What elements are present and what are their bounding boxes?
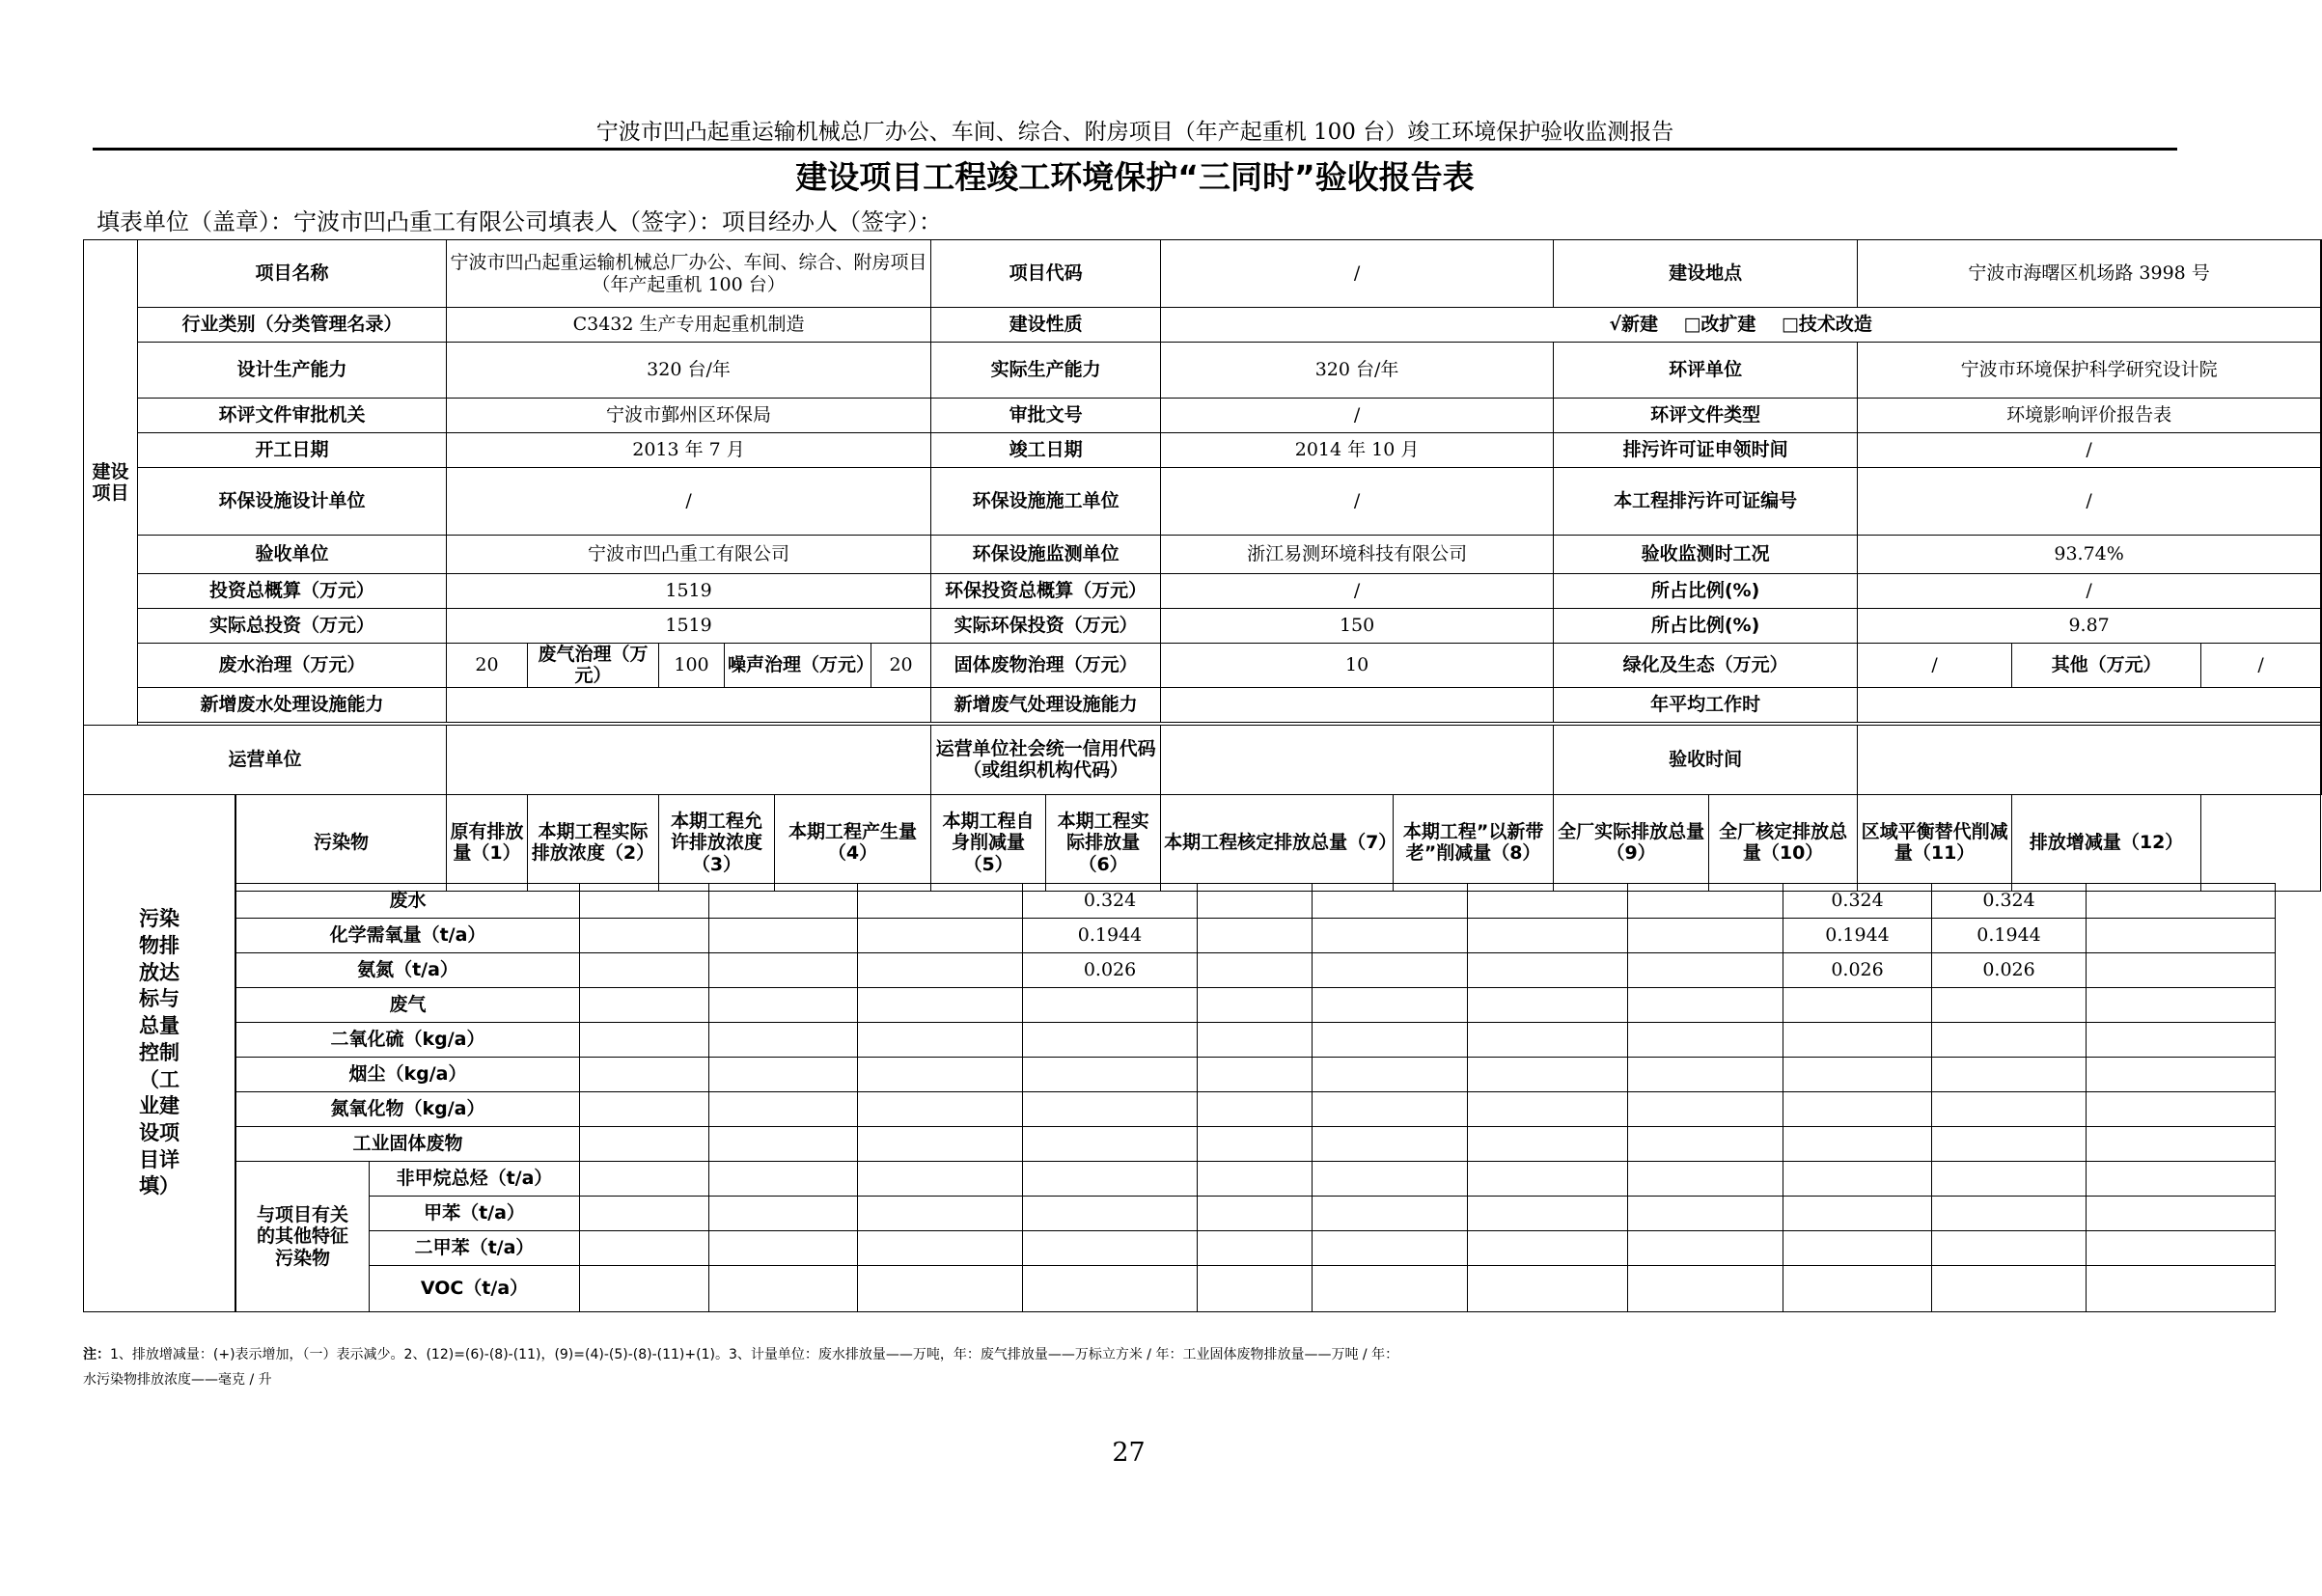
pollutant-cell xyxy=(1932,1162,2087,1197)
pollutant-row xyxy=(236,884,2276,919)
pollutant-cell xyxy=(580,1127,709,1162)
pollutant-cell xyxy=(1198,1092,1313,1127)
value-invest-total: 1519 xyxy=(447,574,931,609)
value-site: 宁波市海曙区机场路 3998 号 xyxy=(1858,240,2321,308)
label-industry: 行业类别（分类管理名录） xyxy=(138,308,447,343)
pollutant-cell xyxy=(709,1162,858,1197)
col-header-6: 本期工程实际排放量（6） xyxy=(1046,794,1161,891)
row-invest-actual xyxy=(84,609,2322,644)
pollutant-cell xyxy=(1198,1266,1313,1312)
pollutant-cell xyxy=(1198,1162,1313,1197)
label-eia-unit: 环评单位 xyxy=(1554,343,1858,399)
value-solid: 10 xyxy=(1161,644,1554,688)
pollutant-cell xyxy=(2087,1023,2276,1058)
note-line-2: 水污染物排放浓度——毫克 / 升 xyxy=(83,1371,272,1388)
value-industry: C3432 生产专用起重机制造 xyxy=(447,308,931,343)
label-finish-date: 竣工日期 xyxy=(931,433,1161,468)
pollutant-cell xyxy=(1468,1058,1628,1092)
label-invest-total: 投资总概算（万元） xyxy=(138,574,447,609)
value-accept-time xyxy=(1858,725,2321,794)
row-operator xyxy=(84,725,2322,794)
pollutant-cell xyxy=(1932,1197,2087,1231)
pollutant-name: 工业固体废物 xyxy=(236,1127,580,1162)
value-operator-unit xyxy=(447,725,931,794)
value-env-invest-total: / xyxy=(1161,574,1554,609)
pollutant-cell xyxy=(858,1197,1023,1231)
pollutant-cell xyxy=(580,1197,709,1231)
row-invest-estimate xyxy=(84,574,2322,609)
col-header-10: 全厂核定排放总量（10） xyxy=(1709,794,1858,891)
pollutant-row xyxy=(236,919,2276,953)
other-pollutant-row xyxy=(236,1197,2276,1231)
pollutant-cell xyxy=(709,1197,858,1231)
pollutant-cell xyxy=(1468,1231,1628,1266)
label-new-gas: 新增废气处理设施能力 xyxy=(931,687,1161,722)
col-header-7: 本期工程核定排放总量（7） xyxy=(1161,794,1394,891)
pollutant-cell xyxy=(1313,1058,1468,1092)
pollutant-cell xyxy=(2087,1231,2276,1266)
pollutant-cell xyxy=(858,919,1023,953)
pollutant-cell xyxy=(1932,1231,2087,1266)
pollutant-cell xyxy=(1932,1266,2087,1312)
other-pollutant-name: 非甲烷总烃（t/a） xyxy=(370,1162,580,1197)
row-pollutant-header xyxy=(84,794,2322,891)
pollutant-cell xyxy=(858,1023,1023,1058)
pollutant-cell xyxy=(1313,1127,1468,1162)
pollutant-cell xyxy=(580,953,709,988)
pollutant-row xyxy=(236,953,2276,988)
pollutant-cell xyxy=(1313,919,1468,953)
other-pollutant-name: 甲苯（t/a） xyxy=(370,1197,580,1231)
value-ratio-2: 9.87 xyxy=(1858,609,2321,644)
pollutant-cell: 0.026 xyxy=(1023,953,1198,988)
pollutant-cell xyxy=(1468,1092,1628,1127)
pollutant-cell xyxy=(1628,884,1783,919)
pollutant-cell xyxy=(1313,1023,1468,1058)
pollutant-cell xyxy=(1783,1266,1932,1312)
label-solid: 固体废物治理（万元） xyxy=(931,644,1161,688)
pollutant-cell xyxy=(1023,1127,1198,1162)
pollutant-cell xyxy=(2087,1197,2276,1231)
acceptance-table xyxy=(83,239,2322,892)
pollutant-cell xyxy=(1468,1197,1628,1231)
pollutant-name: 氮氧化物（kg/a） xyxy=(236,1092,580,1127)
label-invest-actual: 实际总投资（万元） xyxy=(138,609,447,644)
value-eia-unit: 宁波市环境保护科学研究设计院 xyxy=(1858,343,2321,399)
pollutant-cell xyxy=(1783,1058,1932,1092)
label-other: 其他（万元） xyxy=(2012,644,2201,688)
pollutant-cell xyxy=(1313,1162,1468,1197)
label-new-water: 新增废水处理设施能力 xyxy=(138,687,447,722)
pollutant-cell xyxy=(858,953,1023,988)
value-design-capacity: 320 台/年 xyxy=(447,343,931,399)
label-green: 绿化及生态（万元） xyxy=(1554,644,1858,688)
pollutant-cell xyxy=(1313,1266,1468,1312)
pollutant-cell xyxy=(1783,1162,1932,1197)
other-pollutant-name: VOC（t/a） xyxy=(370,1266,580,1312)
pollutant-cell xyxy=(858,1092,1023,1127)
label-operator-unit: 运营单位 xyxy=(84,725,447,794)
pollutant-cell xyxy=(709,1092,858,1127)
label-approval-org: 环评文件审批机关 xyxy=(138,399,447,433)
label-env-invest-actual: 实际环保投资（万元） xyxy=(931,609,1161,644)
col-header-1: 原有排放量（1） xyxy=(447,794,528,891)
value-wastewater: 20 xyxy=(447,644,528,688)
pollutant-cell xyxy=(709,953,858,988)
col-header-2: 本期工程实际排放浓度（2） xyxy=(528,794,659,891)
col-header-9: 全厂实际排放总量（9） xyxy=(1554,794,1709,891)
filler-line: 填表单位（盖章）：宁波市凹凸重工有限公司填表人（签字）：项目经办人（签字）： xyxy=(97,208,942,235)
value-invest-actual: 1519 xyxy=(447,609,931,644)
label-ratio-1: 所占比例(%) xyxy=(1554,574,1858,609)
pollutant-cell xyxy=(1023,1162,1198,1197)
pollutant-cell xyxy=(580,884,709,919)
pollutant-cell xyxy=(1198,953,1313,988)
pollutant-cell xyxy=(580,1058,709,1092)
pollutant-cell xyxy=(1628,953,1783,988)
pollutant-cell xyxy=(1468,1162,1628,1197)
pollutant-cell xyxy=(1023,1266,1198,1312)
pollutant-cell xyxy=(1468,1023,1628,1058)
note-prefix: 注： xyxy=(83,1347,110,1362)
pollutant-cell: 0.324 xyxy=(1023,884,1198,919)
pollutant-cell xyxy=(1023,1023,1198,1058)
label-pollutant: 污染物 xyxy=(236,794,447,891)
label-facility-build: 环保设施施工单位 xyxy=(931,468,1161,536)
other-pollutant-row xyxy=(236,1266,2276,1312)
pollutant-cell xyxy=(1783,1197,1932,1231)
other-pollutant-name: 二甲苯（t/a） xyxy=(370,1231,580,1266)
label-approval-no: 审批文号 xyxy=(931,399,1161,433)
pollutant-cell xyxy=(858,1231,1023,1266)
col-header-12: 排放增减量（12） xyxy=(2012,794,2201,891)
pollutant-cell xyxy=(1313,988,1468,1023)
pollutant-cell xyxy=(709,1127,858,1162)
col-header-8: 本期工程”以新带老”削减量（8） xyxy=(1394,794,1554,891)
value-work-hours xyxy=(1858,687,2321,722)
footnote xyxy=(83,1343,2206,1393)
value-green: / xyxy=(1858,644,2012,688)
pollutant-cell: 0.324 xyxy=(1932,884,2087,919)
label-permit-time: 排污许可证申领时间 xyxy=(1554,433,1858,468)
pollutant-cell xyxy=(580,1023,709,1058)
label-start-date: 开工日期 xyxy=(138,433,447,468)
pollutant-cell xyxy=(1198,1231,1313,1266)
report-header: 宁波市凹凸起重运输机械总厂办公、车间、综合、附房项目（年产起重机 100 台）竣工环境保护验收监测报告 xyxy=(595,120,1674,145)
pollutant-cell xyxy=(1783,1023,1932,1058)
pollutant-cell xyxy=(2087,953,2276,988)
value-eia-type: 环境影响评价报告表 xyxy=(1858,399,2321,433)
pollutant-cell xyxy=(1932,1127,2087,1162)
pollutant-cell xyxy=(1628,1058,1783,1092)
pollutant-cell xyxy=(2087,1162,2276,1197)
col-header-5: 本期工程自身削减量（5） xyxy=(931,794,1046,891)
pollutant-cell xyxy=(858,884,1023,919)
label-design-capacity: 设计生产能力 xyxy=(138,343,447,399)
pollutant-cell xyxy=(580,919,709,953)
row-project-name xyxy=(84,240,2322,308)
value-facility-design: / xyxy=(447,468,931,536)
pollutant-cell xyxy=(580,1092,709,1127)
value-credit-code xyxy=(1161,725,1554,794)
pollutant-cell xyxy=(1198,988,1313,1023)
value-facility-build: / xyxy=(1161,468,1554,536)
pollutant-cell: 0.026 xyxy=(1932,953,2087,988)
pollutant-cell xyxy=(1932,988,2087,1023)
row-capacity xyxy=(84,343,2322,399)
pollutant-cell xyxy=(1783,1127,1932,1162)
value-approval-no: / xyxy=(1161,399,1554,433)
row-treatment-costs xyxy=(84,644,2322,688)
pollutant-cell xyxy=(1023,988,1198,1023)
pollutant-cell xyxy=(1628,919,1783,953)
pollutant-cell: 0.1944 xyxy=(1932,919,2087,953)
pollutant-cell xyxy=(709,1023,858,1058)
label-wastewater: 废水治理（万元） xyxy=(138,644,447,688)
label-wastegas: 废气治理（万元） xyxy=(528,644,659,688)
label-eia-type: 环评文件类型 xyxy=(1554,399,1858,433)
pollutant-cell xyxy=(2087,1266,2276,1312)
pollutant-row xyxy=(236,1023,2276,1058)
pollutant-cell xyxy=(1023,1197,1198,1231)
pollutant-cell xyxy=(2087,884,2276,919)
label-acceptance-unit: 验收单位 xyxy=(138,536,447,574)
pollutant-cell xyxy=(858,1162,1023,1197)
pollutant-cell xyxy=(1783,988,1932,1023)
pollutant-cell xyxy=(1198,919,1313,953)
pollutant-cell xyxy=(1198,1023,1313,1058)
pollutant-cell xyxy=(709,884,858,919)
label-accept-time: 验收时间 xyxy=(1554,725,1858,794)
row-new-capacity xyxy=(84,687,2322,722)
pollutant-cell xyxy=(1023,1231,1198,1266)
pollutant-cell xyxy=(1468,919,1628,953)
pollutant-cell: 0.1944 xyxy=(1023,919,1198,953)
value-project-code: / xyxy=(1161,240,1554,308)
pollutant-cell xyxy=(1628,1231,1783,1266)
note-line-1: 1、排放增减量：(+)表示增加，（一）表示减少。2、(12)=(6)-(8)-(11)，(9)=(4)-(5)-(8)-(11)+(1)。3、计量单位：废水排放量——万吨，年：废气排放量——万标立方米 / 年：工业固体废物排放量——万吨 / 年： xyxy=(110,1347,1399,1362)
pollutant-section-side: 污染物排放达标与总量控制（工业建设项目详填） xyxy=(83,794,235,1312)
pollutant-table xyxy=(235,883,2276,1312)
value-env-invest-actual: 150 xyxy=(1161,609,1554,644)
pollutant-cell xyxy=(1313,1092,1468,1127)
pollutant-name: 化学需氧量（t/a） xyxy=(236,919,580,953)
pollutant-cell xyxy=(709,1231,858,1266)
pollutant-cell xyxy=(1198,1058,1313,1092)
row-acceptance xyxy=(84,536,2322,574)
pollutant-cell xyxy=(580,1266,709,1312)
form-title: 建设项目工程竣工环境保护“三同时”验收报告表 xyxy=(795,158,1475,196)
pollutant-name: 二氧化硫（kg/a） xyxy=(236,1023,580,1058)
pollutant-cell xyxy=(2087,1092,2276,1127)
value-permit-no: / xyxy=(1858,468,2321,536)
pollutant-cell xyxy=(1628,1197,1783,1231)
pollutant-cell xyxy=(1313,1231,1468,1266)
pollutant-cell: 0.026 xyxy=(1783,953,1932,988)
pollutant-cell: 0.1944 xyxy=(1783,919,1932,953)
label-project-name: 项目名称 xyxy=(138,240,447,308)
pollutant-cell xyxy=(2087,988,2276,1023)
label-nature: 建设性质 xyxy=(931,308,1161,343)
pollutant-cell xyxy=(1468,1127,1628,1162)
pollutant-name: 废气 xyxy=(236,988,580,1023)
pollutant-cell xyxy=(580,988,709,1023)
pollutant-name: 氨氮（t/a） xyxy=(236,953,580,988)
pollutant-cell xyxy=(2087,919,2276,953)
pollutant-cell xyxy=(709,1266,858,1312)
pollutant-cell xyxy=(858,1266,1023,1312)
label-credit-code: 运营单位社会统一信用代码（或组织机构代码） xyxy=(931,725,1161,794)
pollutant-cell xyxy=(1313,953,1468,988)
page-number: 27 xyxy=(1112,1438,1146,1468)
other-pollutant-row xyxy=(236,1162,2276,1197)
pollutant-row xyxy=(236,1127,2276,1162)
pollutant-cell xyxy=(1628,1266,1783,1312)
col-header-11: 区域平衡替代削减量（11） xyxy=(1858,794,2012,891)
pollutant-cell: 0.324 xyxy=(1783,884,1932,919)
pollutant-cell xyxy=(858,1058,1023,1092)
pollutant-cell xyxy=(1468,884,1628,919)
row-dates xyxy=(84,433,2322,468)
pollutant-cell xyxy=(1628,1127,1783,1162)
value-project-name: 宁波市凹凸起重运输机械总厂办公、车间、综合、附房项目（年产起重机 100 台） xyxy=(447,240,931,308)
pollutant-cell xyxy=(1198,1127,1313,1162)
pollutant-cell xyxy=(1198,884,1313,919)
value-actual-capacity: 320 台/年 xyxy=(1161,343,1554,399)
row-facility xyxy=(84,468,2322,536)
pollutant-cell xyxy=(1932,1092,2087,1127)
value-start-date: 2013 年 7 月 xyxy=(447,433,931,468)
section-project-label: 建设项目 xyxy=(84,240,138,726)
pollutant-cell xyxy=(858,988,1023,1023)
label-actual-capacity: 实际生产能力 xyxy=(931,343,1161,399)
label-work-hours: 年平均工作时 xyxy=(1554,687,1858,722)
pollutant-cell xyxy=(1468,953,1628,988)
pollutant-cell xyxy=(1313,1197,1468,1231)
pollutant-cell xyxy=(1468,1266,1628,1312)
pollutant-cell xyxy=(1023,1058,1198,1092)
pollutant-name: 废水 xyxy=(236,884,580,919)
value-nature-options: √新建 □改扩建 □技术改造 xyxy=(1161,308,2321,343)
pollutant-cell xyxy=(1628,1023,1783,1058)
pollutant-cell xyxy=(1932,1023,2087,1058)
pollutant-cell xyxy=(1932,1058,2087,1092)
pollutant-cell xyxy=(1313,884,1468,919)
value-noise: 20 xyxy=(871,644,931,688)
other-pollutant-row xyxy=(236,1231,2276,1266)
value-wastegas: 100 xyxy=(659,644,725,688)
value-new-gas xyxy=(1161,687,1554,722)
label-noise: 噪声治理（万元） xyxy=(725,644,871,688)
pollutant-cell xyxy=(1783,1092,1932,1127)
pollutant-cell xyxy=(580,1162,709,1197)
value-acceptance-unit: 宁波市凹凸重工有限公司 xyxy=(447,536,931,574)
pollutant-cell xyxy=(2087,1127,2276,1162)
other-pollutant-group-label: 与项目有关的其他特征污染物 xyxy=(236,1162,370,1312)
label-permit-no: 本工程排污许可证编号 xyxy=(1554,468,1858,536)
pollutant-cell xyxy=(1628,1162,1783,1197)
pollutant-cell xyxy=(709,1058,858,1092)
label-monitor-condition: 验收监测时工况 xyxy=(1554,536,1858,574)
value-approval-org: 宁波市鄞州区环保局 xyxy=(447,399,931,433)
label-monitor-unit: 环保设施监测单位 xyxy=(931,536,1161,574)
label-ratio-2: 所占比例(%) xyxy=(1554,609,1858,644)
label-facility-design: 环保设施设计单位 xyxy=(138,468,447,536)
col-header-4: 本期工程产生量（4） xyxy=(775,794,931,891)
pollutant-cell xyxy=(1023,1092,1198,1127)
pollutant-cell xyxy=(1468,988,1628,1023)
header-rule xyxy=(93,148,2177,151)
value-ratio-1: / xyxy=(1858,574,2321,609)
pollutant-cell xyxy=(1628,1092,1783,1127)
row-approval xyxy=(84,399,2322,433)
row-industry xyxy=(84,308,2322,343)
pollutant-row xyxy=(236,988,2276,1023)
value-finish-date: 2014 年 10 月 xyxy=(1161,433,1554,468)
value-monitor-condition: 93.74% xyxy=(1858,536,2321,574)
pollutant-row xyxy=(236,1092,2276,1127)
pollutant-cell xyxy=(1198,1197,1313,1231)
pollutant-name: 烟尘（kg/a） xyxy=(236,1058,580,1092)
pollutant-cell xyxy=(709,988,858,1023)
pollutant-cell xyxy=(580,1231,709,1266)
value-other: / xyxy=(2201,644,2321,688)
label-project-code: 项目代码 xyxy=(931,240,1161,308)
pollutant-cell xyxy=(709,919,858,953)
pollutant-row xyxy=(236,1058,2276,1092)
value-permit-time: / xyxy=(1858,433,2321,468)
col-header-3: 本期工程允许排放浓度（3） xyxy=(659,794,775,891)
pollutant-cell xyxy=(858,1127,1023,1162)
value-monitor-unit: 浙江易测环境科技有限公司 xyxy=(1161,536,1554,574)
label-site: 建设地点 xyxy=(1554,240,1858,308)
pollutant-cell xyxy=(1628,988,1783,1023)
value-new-water xyxy=(447,687,931,722)
pollutant-cell xyxy=(2087,1058,2276,1092)
pollutant-cell xyxy=(1783,1231,1932,1266)
label-env-invest-total: 环保投资总概算（万元） xyxy=(931,574,1161,609)
